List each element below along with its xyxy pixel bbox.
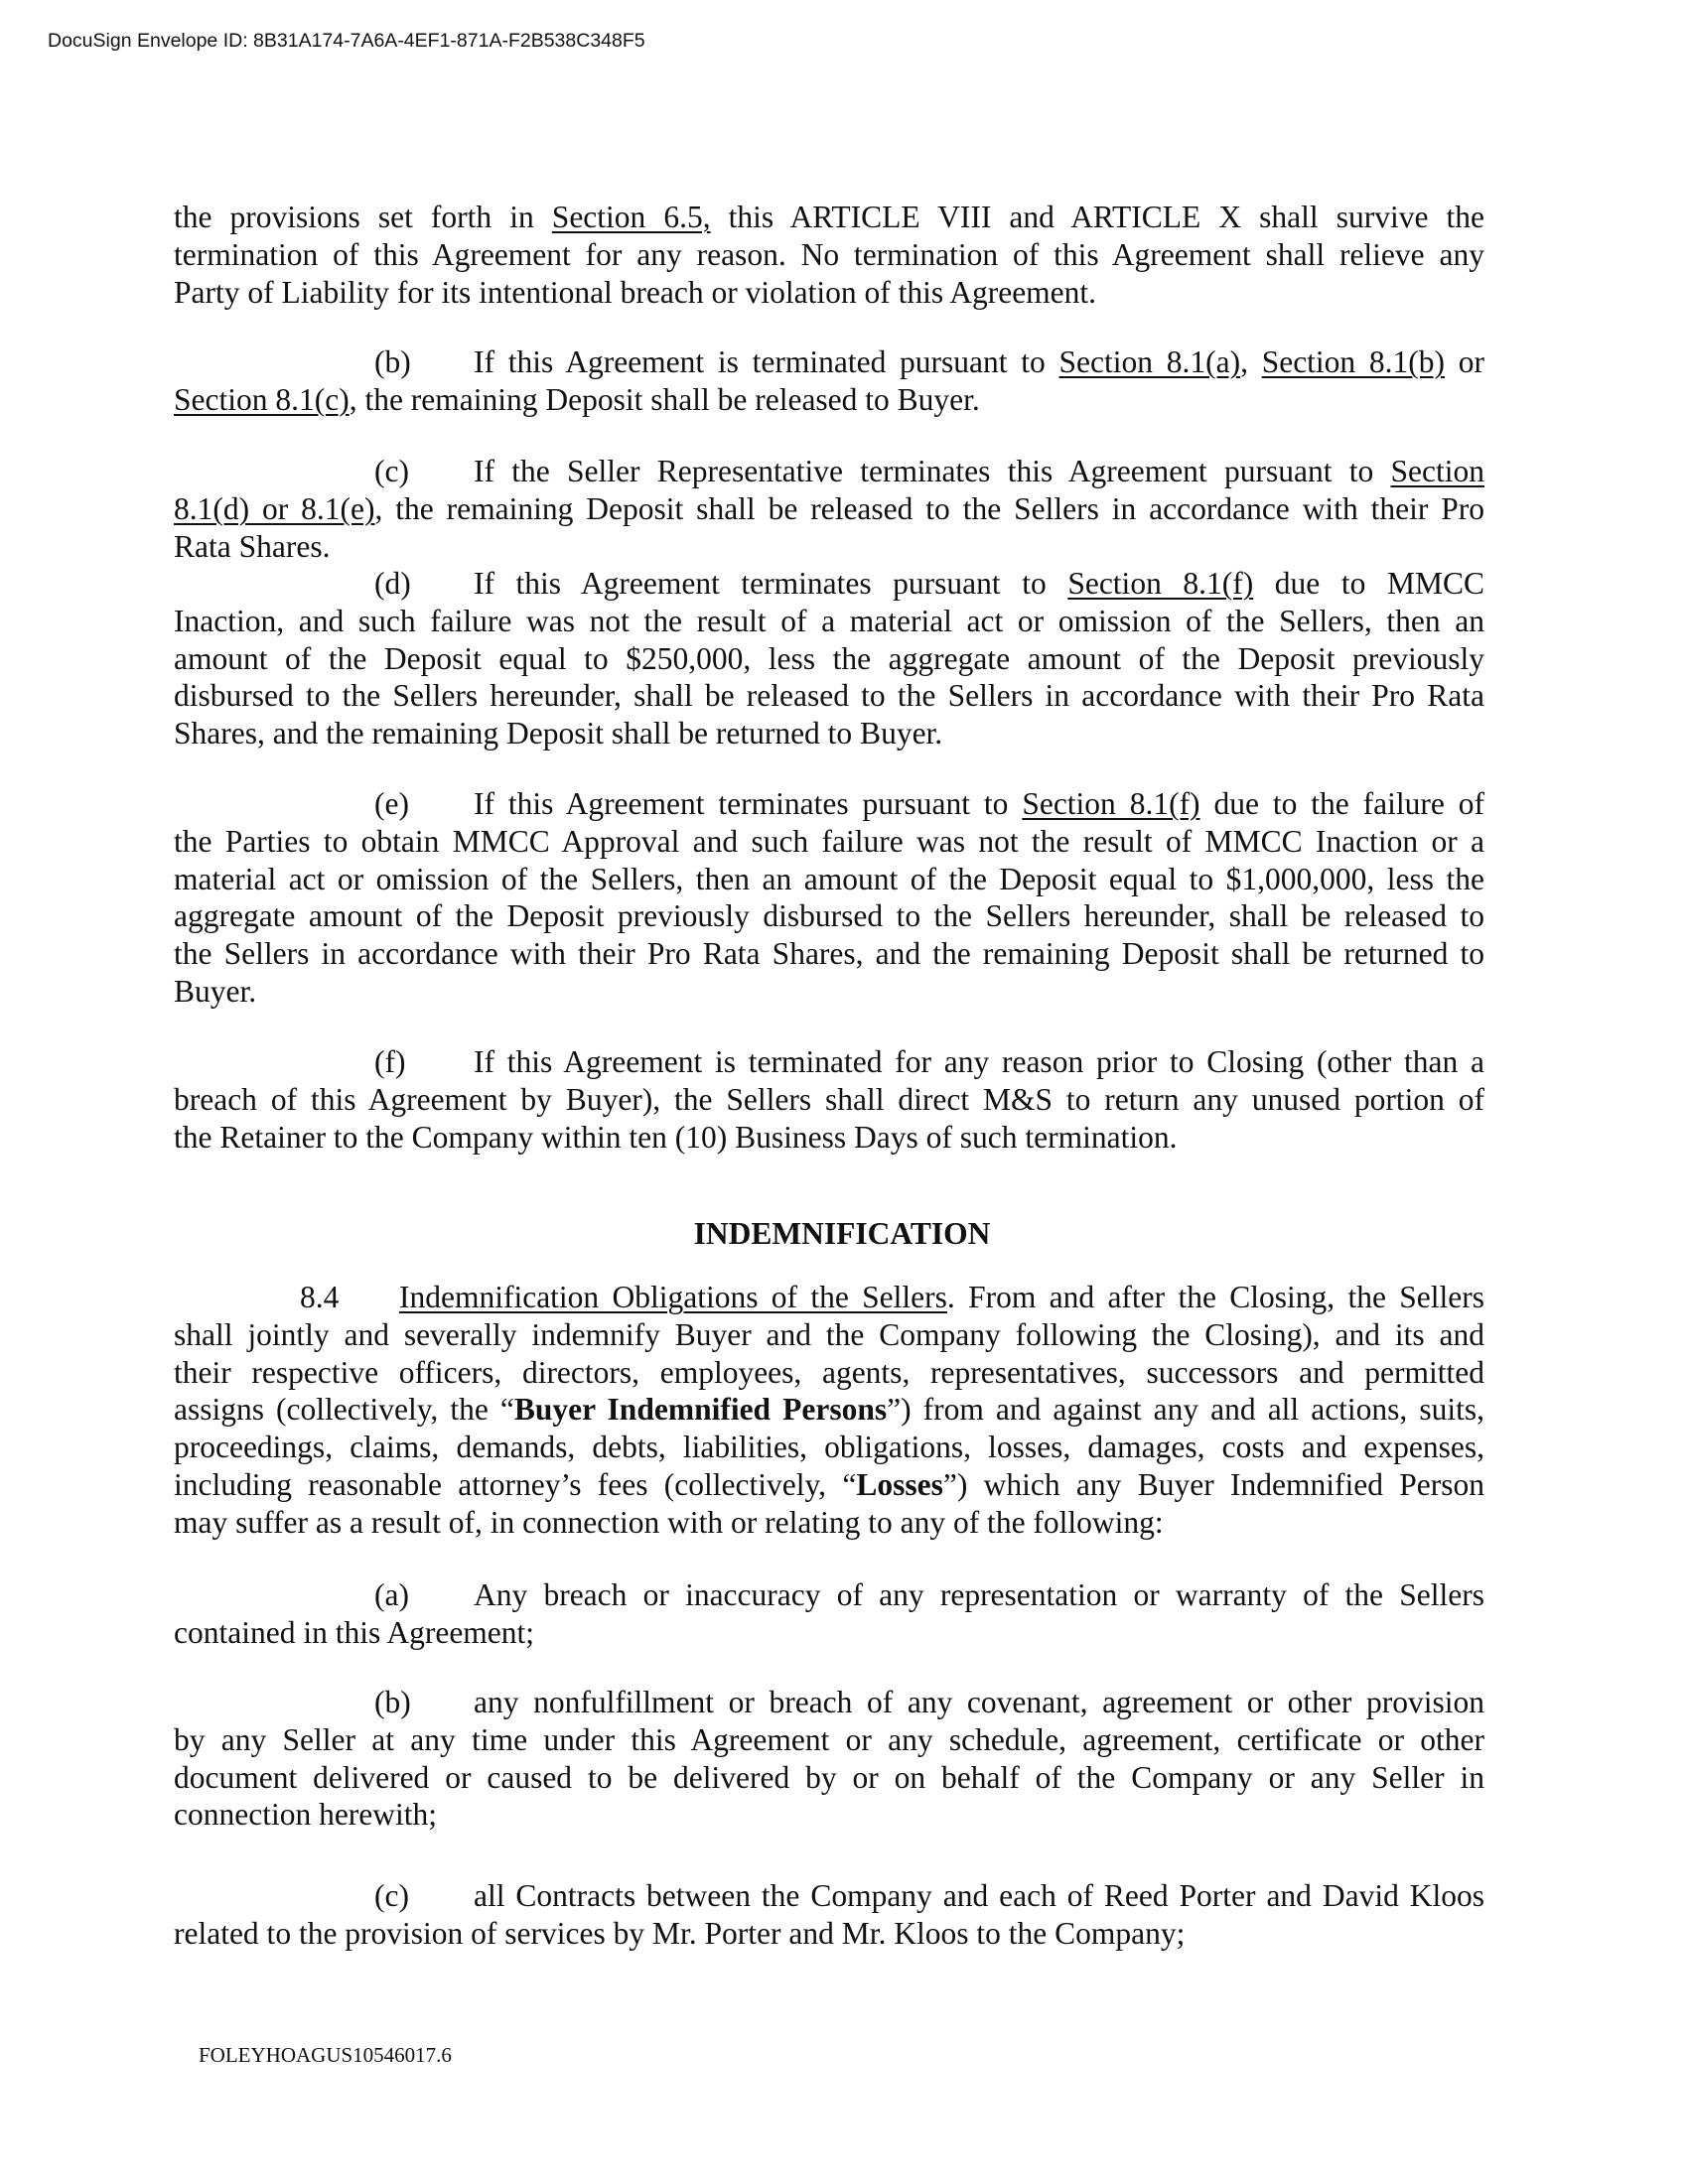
paragraph-label: (c) (374, 1878, 409, 1913)
text-run: Rata Shares. (174, 528, 331, 564)
text-run: document delivered or caused to be delivered by or on behalf of the Company or any Seller in (174, 1759, 1484, 1795)
section-reference: 8.1(d) or 8.1(e) (174, 490, 375, 526)
text-line (174, 1721, 1484, 1759)
section-reference: Section 8.1(a) (1058, 344, 1241, 379)
text-run: the provisions set forth in (174, 200, 552, 234)
paragraph-label: (b) (374, 1685, 411, 1719)
text-run: ”) from and against any and all actions, suits, (887, 1392, 1484, 1428)
text-line (399, 1279, 1484, 1316)
paragraph-label: 8.4 (300, 1280, 340, 1314)
text-line (174, 897, 1484, 935)
text-run: disbursed to the Sellers hereunder, shall be released to the Sellers in accordance with their Pro Rata (174, 678, 1484, 714)
text-run: . From and after the Closing, the Sellers (946, 1280, 1484, 1314)
text-run: , the remaining Deposit shall be released to the Sellers in accordance with their Pro (374, 490, 1484, 526)
text-run: aggregate amount of the Deposit previously disbursed to the Sellers hereunder, shall be released to (174, 898, 1484, 934)
text-run: the Retainer to the Company within ten (10) Business Days of such termination. (174, 1119, 1178, 1155)
text-run: due to the failure of (1199, 786, 1484, 821)
text-run: If this Agreement is terminated for any reason prior to Closing (other than a (474, 1044, 1484, 1079)
text-line (474, 1576, 1484, 1614)
text-line (174, 381, 1484, 419)
text-line (174, 236, 1484, 274)
docusign-envelope-id: DocuSign Envelope ID: 8B31A174-7A6A-4EF1-871A-F2B538C348F5 (48, 30, 645, 52)
text-line (174, 1504, 1484, 1542)
text-run: If this Agreement terminates pursuant to (474, 566, 1068, 601)
text-run: If the Seller Representative terminates this Agreement pursuant to (474, 454, 1391, 488)
text-run: assigns (collectively, the “ (174, 1392, 514, 1428)
section-reference: Section (1390, 454, 1484, 488)
text-run: Party of Liability for its intentional breach or violation of this Agreement. (174, 274, 1097, 310)
paragraph-label: (e) (374, 786, 409, 821)
text-run: ”) which any Buyer Indemnified Person (942, 1467, 1484, 1502)
section-reference: Section 8.1(f) (1067, 566, 1254, 601)
text-run: this ARTICLE VIII and ARTICLE X shall survive the (710, 200, 1484, 234)
text-run: , (1240, 344, 1262, 379)
paragraph-label: (d) (374, 566, 411, 601)
text-run: by any Seller at any time under this Agreement or any schedule, agreement, certificate or other (174, 1721, 1484, 1757)
text-line (174, 677, 1484, 715)
section-reference: Section 8.1(f) (1022, 786, 1200, 821)
text-line (174, 1119, 1484, 1157)
text-line (174, 274, 1484, 312)
text-line (474, 1877, 1484, 1915)
text-line (174, 1316, 1484, 1354)
section-reference: Section 8.1(b) (1261, 344, 1446, 379)
text-run: related to the provision of services by Mr. Porter and Mr. Kloos to the Company; (174, 1915, 1186, 1951)
section-heading-indemnification: INDEMNIFICATION (693, 1216, 991, 1251)
text-run: material act or omission of the Sellers, then an amount of the Deposit equal to $1,000,000, less the (174, 861, 1484, 896)
text-line (474, 343, 1484, 381)
text-run: contained in this Agreement; (174, 1614, 535, 1650)
text-line (174, 1915, 1484, 1953)
text-run: termination of this Agreement for any reason. No termination of this Agreement shall relieve any (174, 236, 1484, 272)
paragraph-label: (b) (374, 344, 411, 379)
text-line (174, 715, 1484, 752)
text-run: the Sellers in accordance with their Pro Rata Shares, and the remaining Deposit shall be returned to (174, 936, 1484, 972)
section-reference: Indemnification Obligations of the Sellers (399, 1280, 947, 1314)
text-run: connection herewith; (174, 1797, 438, 1833)
text-run: Any breach or inaccuracy of any representation or warranty of the Sellers (474, 1577, 1484, 1612)
text-line (174, 1354, 1484, 1392)
text-line (174, 1466, 1484, 1504)
text-line (474, 1043, 1484, 1081)
text-line (474, 1684, 1484, 1721)
text-line (174, 1081, 1484, 1119)
text-line (174, 1759, 1484, 1797)
text-run: may suffer as a result of, in connection with or relating to any of the following: (174, 1504, 1164, 1540)
text-run: their respective officers, directors, employees, agents, representatives, successors and permitted (174, 1354, 1484, 1390)
text-line (174, 528, 1484, 566)
text-run: including reasonable attorney’s fees (collectively, “ (174, 1467, 857, 1502)
text-line (174, 935, 1484, 973)
text-run: Inaction, and such failure was not the result of a material act or omission of the Sellers, then an (174, 603, 1484, 638)
text-line (474, 565, 1484, 603)
text-line (174, 603, 1484, 640)
paragraph-label: (a) (374, 1577, 409, 1612)
text-run: amount of the Deposit equal to $250,000, less the aggregate amount of the Deposit previously (174, 640, 1484, 676)
text-line (174, 199, 1484, 236)
text-run: proceedings, claims, demands, debts, liabilities, obligations, losses, damages, costs and expenses, (174, 1430, 1484, 1465)
paragraph-label: (c) (374, 454, 409, 488)
text-line (174, 861, 1484, 898)
defined-term: Buyer Indemnified Persons (513, 1392, 888, 1428)
text-line (174, 1796, 1484, 1834)
text-run: shall jointly and severally indemnify Buyer and the Company following the Closing), and its and (174, 1316, 1484, 1352)
text-line (474, 785, 1484, 823)
section-reference: Section 8.1(c) (174, 381, 350, 417)
text-run: the Parties to obtain MMCC Approval and such failure was not the result of MMCC Inaction or a (174, 823, 1484, 859)
text-line (174, 1614, 1484, 1652)
text-run: due to MMCC (1253, 566, 1484, 601)
text-line (174, 640, 1484, 678)
text-run: , the remaining Deposit shall be released to Buyer. (349, 381, 980, 417)
text-run: If this Agreement terminates pursuant to (474, 786, 1023, 821)
paragraph-label: (f) (374, 1044, 406, 1079)
text-run: any nonfulfillment or breach of any covenant, agreement or other provision (474, 1685, 1484, 1719)
text-run: or (1445, 344, 1484, 379)
text-line (474, 453, 1484, 490)
text-line (174, 1391, 1484, 1429)
text-run: breach of this Agreement by Buyer), the Sellers shall direct M&S to return any unused portion of (174, 1081, 1484, 1117)
text-run: If this Agreement is terminated pursuant to (474, 344, 1059, 379)
text-line (174, 823, 1484, 861)
text-line (174, 490, 1484, 528)
text-run: Buyer. (174, 974, 257, 1009)
text-line (174, 1429, 1484, 1466)
section-reference: Section 6.5, (551, 200, 711, 234)
text-run: Shares, and the remaining Deposit shall be returned to Buyer. (174, 716, 943, 751)
footer-document-id: FOLEYHOAGUS10546017.6 (199, 2043, 452, 2067)
text-line (174, 973, 1484, 1011)
text-run: all Contracts between the Company and each of Reed Porter and David Kloos (474, 1878, 1484, 1913)
defined-term: Losses (856, 1467, 943, 1502)
